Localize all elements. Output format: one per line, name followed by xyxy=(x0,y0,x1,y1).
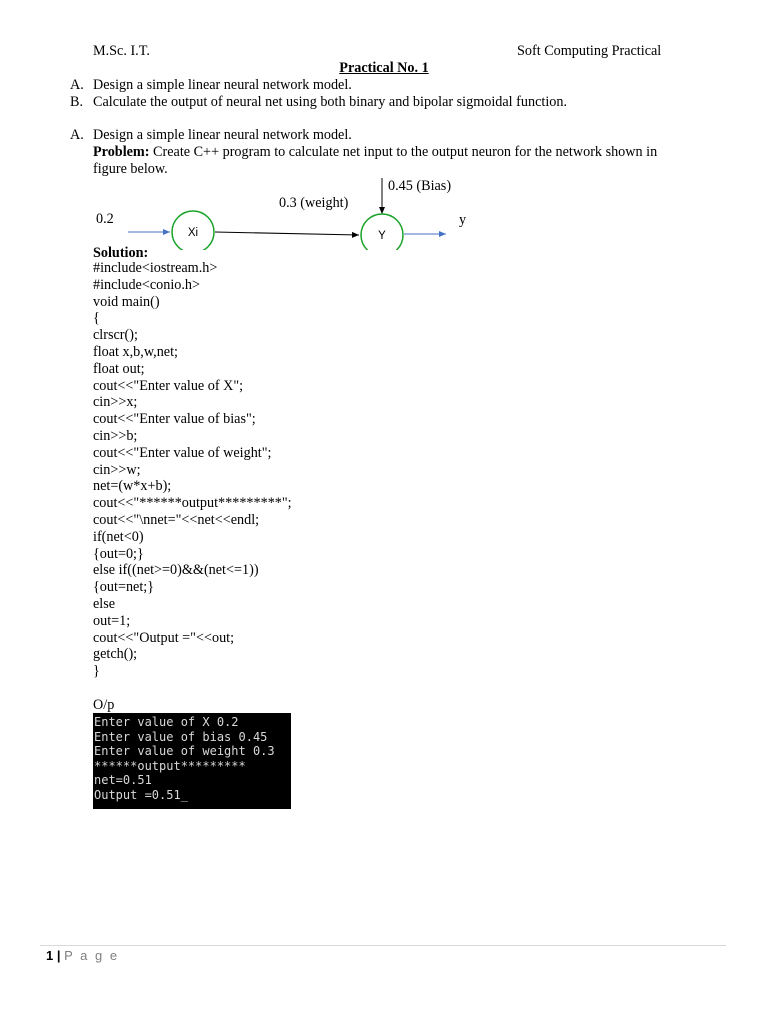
code-line: #include<iostream.h> xyxy=(93,260,218,276)
code-line: cin>>b; xyxy=(93,427,138,444)
code-line: getch(); xyxy=(93,646,138,663)
terminal-line: Enter value of weight 0.3 xyxy=(94,744,275,759)
input-value-label: 0.2 xyxy=(96,211,114,227)
page-number: 1 xyxy=(46,948,54,963)
code-line: } xyxy=(93,663,100,680)
problem-text: Create C++ program to calculate net input to the output neuron for the network shown in xyxy=(149,144,658,160)
terminal-output xyxy=(93,713,291,809)
header-left: M.Sc. I.T. xyxy=(93,43,150,59)
code-line: net=(w*x+b); xyxy=(93,478,172,495)
terminal-line: Enter value of X 0.2 xyxy=(94,715,239,729)
output-node-label: Y xyxy=(378,230,386,242)
output-label-heading: O/p xyxy=(93,697,115,713)
section-a-marker: A. xyxy=(70,127,84,143)
terminal-line: Output =0.51_ xyxy=(94,787,188,802)
code-line: else xyxy=(93,595,116,612)
solution-label: Solution: xyxy=(93,245,149,261)
code-line: cout<<"Enter value of weight"; xyxy=(93,444,272,461)
code-line: cin>>w; xyxy=(93,461,141,478)
code-line: void main() xyxy=(93,293,160,310)
code-line: float out; xyxy=(93,360,145,377)
output-label: y xyxy=(459,212,467,228)
page-word: P a g e xyxy=(64,948,120,963)
code-line: out=1; xyxy=(93,612,131,629)
problem-label: Problem: xyxy=(93,144,150,160)
input-node-label: Xi xyxy=(187,227,199,239)
weight-label: 0.3 (weight) xyxy=(279,195,349,211)
aim-a-marker: A. xyxy=(70,77,84,93)
code-line: cin>>x; xyxy=(93,394,138,411)
code-line: {out=0;} xyxy=(93,545,144,562)
aim-a-text: Design a simple linear neural network model. xyxy=(93,77,352,93)
aim-b-text: Calculate the output of neural net using both binary and bipolar sigmoidal function. xyxy=(93,94,567,110)
code-line: cout<<"Output ="<<out; xyxy=(93,629,235,646)
code-line: #include<conio.h> xyxy=(93,276,201,293)
footer-separator: | xyxy=(56,948,61,963)
code-line: cout<<"Enter value of bias"; xyxy=(93,411,256,428)
code-line: else if((net>=0)&&(net<=1)) xyxy=(93,562,259,579)
code-line: {out=net;} xyxy=(93,579,155,596)
footer-divider xyxy=(40,945,726,946)
code-line: cout<<"Enter value of X"; xyxy=(93,377,244,394)
code-line: { xyxy=(93,310,100,327)
aim-b-marker: B. xyxy=(70,94,84,110)
code-line: cout<<"******output*********"; xyxy=(93,495,292,512)
code-line: cout<<"\nnet="<<net<<endl; xyxy=(93,511,260,528)
page-title: Practical No. 1 xyxy=(339,60,429,76)
header-right: Soft Computing Practical xyxy=(517,43,662,59)
weighted-connection-arrow xyxy=(215,232,359,235)
code-line: float x,b,w,net; xyxy=(93,343,178,360)
bias-label: 0.45 (Bias) xyxy=(388,178,452,194)
code-line: if(net<0) xyxy=(93,528,144,545)
code-line: clrscr(); xyxy=(93,327,138,344)
footer xyxy=(46,948,119,963)
terminal-line: ******output********* xyxy=(94,758,246,773)
problem-line-2: figure below. xyxy=(93,161,168,177)
code-listing xyxy=(93,260,292,680)
network-diagram xyxy=(0,170,768,250)
section-a-heading: Design a simple linear neural network model. xyxy=(93,127,352,143)
terminal-line: net=0.51 xyxy=(94,773,152,788)
problem-line-1 xyxy=(93,144,657,161)
terminal-line: Enter value of bias 0.45 xyxy=(94,729,268,744)
